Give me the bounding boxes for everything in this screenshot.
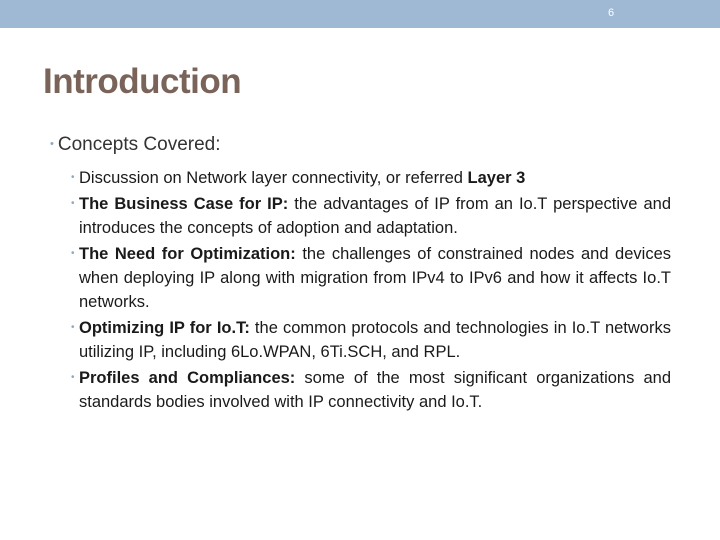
list-item: • Profiles and Compliances: some of the most significant organizations and standards bodies involved with IP connectivity and Io.T. [79,366,671,414]
header-bar [0,0,720,28]
list-item: • Optimizing IP for Io.T: the common protocols and technologies in Io.T networks utilizing IP, including 6Lo.WPAN, 6Ti.SCH, and RPL. [79,316,671,364]
slide-title: Introduction [43,62,242,101]
section-label: Concepts Covered: [57,134,221,155]
bullet-icon: • [50,138,54,150]
section-heading [50,134,221,156]
list-item: • The Need for Optimization: the challenges of constrained nodes and devices when deploying IP along with migration from IPv4 to IPv6 and how it affects Io.T networks. [79,242,671,314]
bullet-icon: • [71,372,75,383]
bullet-icon: • [71,322,75,333]
topic-list [71,166,671,416]
bullet-icon: • [71,198,75,209]
bullet-icon: • [71,248,75,259]
list-item: • The Business Case for IP: the advantages of IP from an Io.T perspective and introduces the concepts of adoption and adaptation. [79,192,671,240]
page-number: 6 [607,7,615,19]
bullet-icon: • [71,172,75,183]
list-item: • Discussion on Network layer connectivity, or referred Layer 3 [79,166,671,190]
